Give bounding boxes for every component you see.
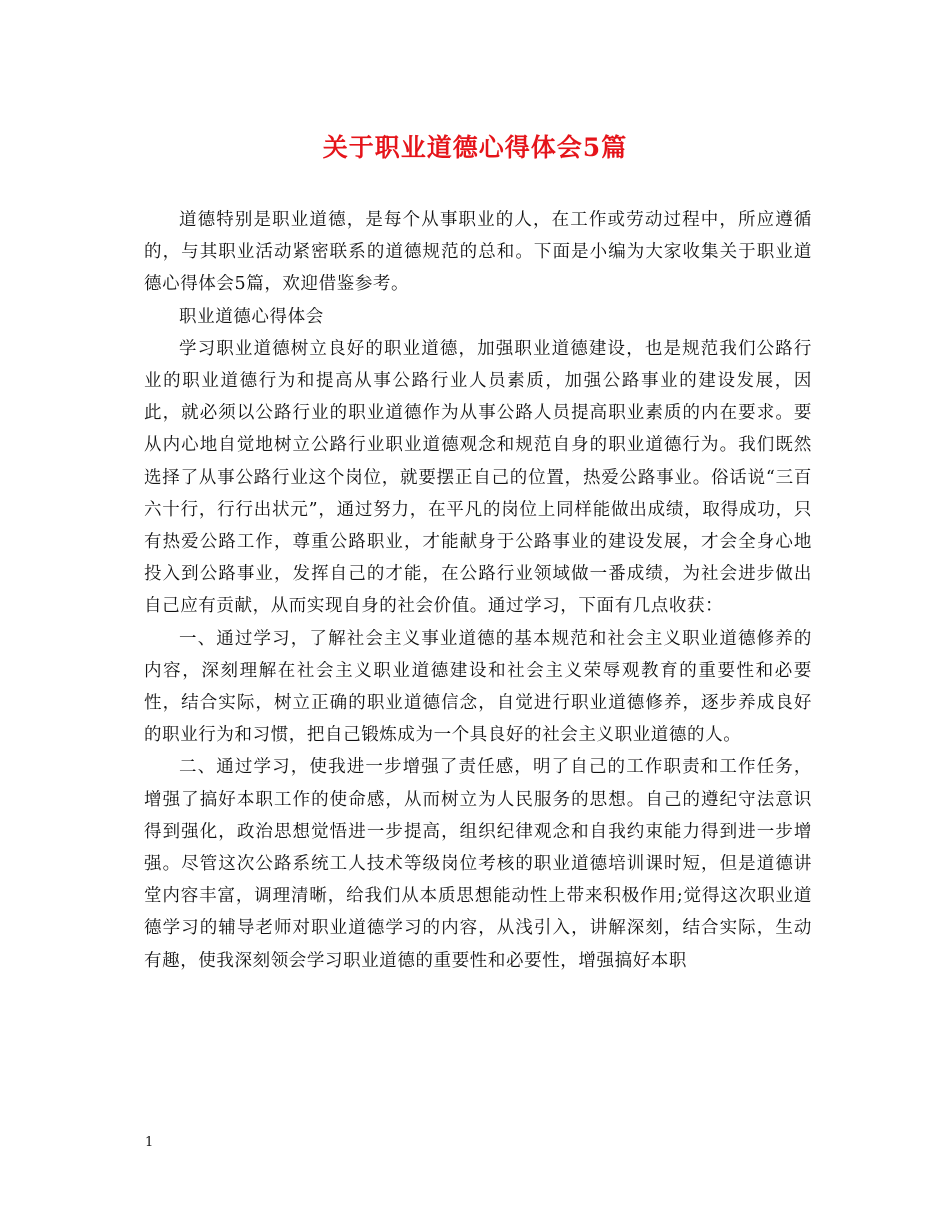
intro-paragraph: 道德特别是职业道德，是每个从事职业的人，在工作或劳动过程中，所应遵循的，与其职业活动紧密联系的道德规范的总和。下面是小编为大家收集关于职业道德心得体会5篇，欢迎借鉴参考。	[144, 210, 812, 295]
body-paragraph: 学习职业道德树立良好的职业道德，加强职业道德建设，也是规范我们公路行业的职业道德行为和提高从事公路行业人员素质，加强公路事业的建设发展，因此，就必须以公路行业的职业道德作为从事公路人员提高职业素质的内在要求。要从内心地自觉地树立公路行业职业道德观念和规范自身的职业道德行为。我们既然选择了从事公路行业这个岗位，就要摆正自己的位置，热爱公路事业。俗话说“三百六十行，行行出状元”，通过努力，在平凡的岗位上同样能做出成绩，取得成功，只有热爱公路工作，尊重公路职业，才能献身于公路事业的建设发展，才会全身心地投入到公路事业，发挥自己的才能，在公路行业领域做一番成绩，为社会进步做出自己应有贡献，从而实现自身的社会价值。通过学习，下面有几点收获：	[144, 338, 812, 617]
section-heading: 职业道德心得体会	[179, 306, 324, 327]
document-body	[144, 204, 812, 977]
body-paragraph: 二、通过学习，使我进一步增强了责任感，明了自己的工作职责和工作任务，增强了搞好本职工作的使命感，从而树立为人民服务的思想。自己的遵纪守法意识得到强化，政治思想觉悟进一步提高，组织纪律观念和自我约束能力得到进一步增强。尽管这次公路系统工人技术等级岗位考核的职业道德培训课时短，但是道德讲堂内容丰富，调理清晰，给我们从本质思想能动性上带来积极作用;觉得这次职业道德学习的辅导老师对职业道德学习的内容，从浅引入，讲解深刻，结合实际，生动有趣，使我深刻领会学习职业道德的重要性和必要性，增强搞好本职	[144, 757, 812, 971]
page-number: 1	[145, 1135, 154, 1150]
body-paragraph: 一、通过学习，了解社会主义事业道德的基本规范和社会主义职业道德修养的内容，深刻理解在社会主义职业道德建设和社会主义荣辱观教育的重要性和必要性，结合实际，树立正确的职业道德信念，自觉进行职业道德修养，逐步养成良好的职业行为和习惯，把自己锻炼成为一个具良好的社会主义职业道德的人。	[144, 628, 812, 746]
document-title: 关于职业道德心得体会5篇	[322, 133, 628, 162]
